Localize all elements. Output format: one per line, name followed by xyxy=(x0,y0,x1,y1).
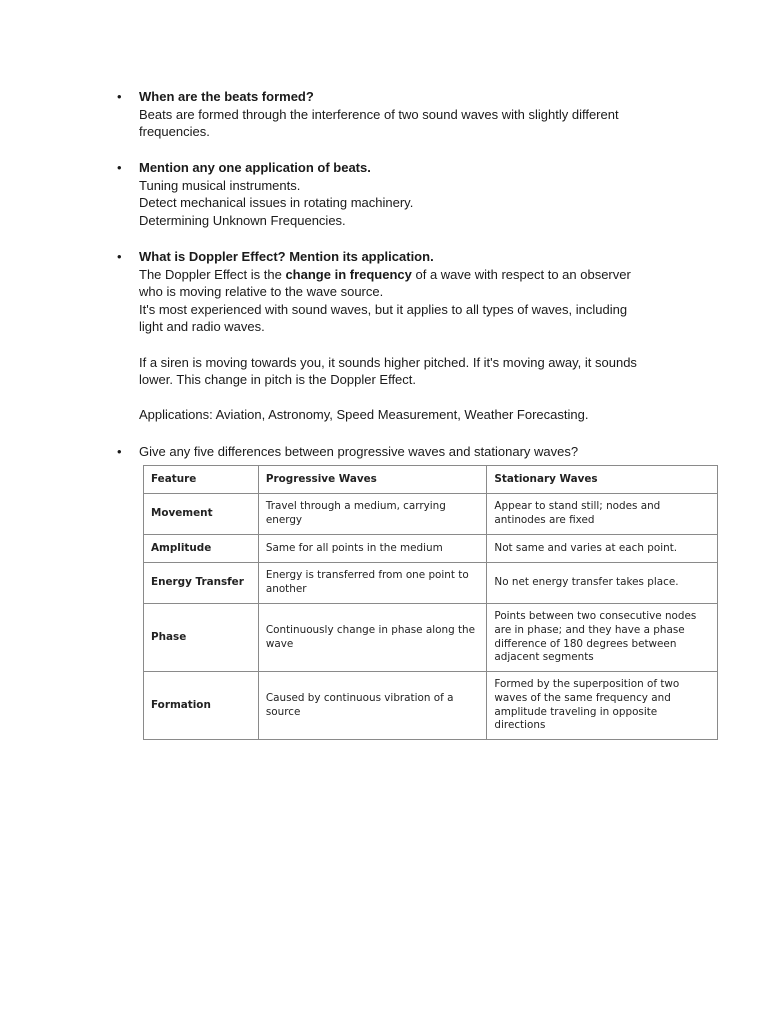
bullet: • xyxy=(117,89,122,104)
answer-line: lower. This change in pitch is the Doppler Effect. xyxy=(139,372,417,388)
table-cell: Energy is transferred from one point to another xyxy=(258,563,487,604)
qa-wave-differences xyxy=(117,443,679,461)
table-cell-feature: Phase xyxy=(144,604,259,672)
table-cell: Caused by continuous vibration of a source xyxy=(258,672,487,740)
question-beats-application: Mention any one application of beats. xyxy=(139,160,371,175)
answer-line: light and radio waves. xyxy=(139,319,265,335)
table-cell-feature: Formation xyxy=(144,672,259,740)
qa-doppler-effect xyxy=(117,248,679,424)
answer-emphasis: change in frequency xyxy=(285,266,412,282)
table-cell: Formed by the superposition of two waves of the same frequency and amplitude traveling in opposite directions xyxy=(487,672,718,740)
table-header-cell: Stationary Waves xyxy=(487,466,718,494)
answer-line: Tuning musical instruments. xyxy=(139,177,301,193)
answer-line: frequencies. xyxy=(139,124,210,140)
table-cell: Points between two consecutive nodes are in phase; and they have a phase difference of 180 degrees between adjacent segments xyxy=(487,604,718,672)
answer-line: Determining Unknown Frequencies. xyxy=(139,212,346,228)
table-row xyxy=(144,535,718,563)
question-doppler-effect: What is Doppler Effect? Mention its application. xyxy=(139,249,434,264)
bullet: • xyxy=(117,249,122,264)
answer-line: who is moving relative to the wave source. xyxy=(139,284,384,300)
table-cell: Same for all points in the medium xyxy=(258,535,487,563)
table-row xyxy=(144,672,718,740)
table-row xyxy=(144,494,718,535)
question-wave-differences: Give any five differences between progressive waves and stationary waves? xyxy=(139,444,579,459)
paragraph-gap xyxy=(139,389,679,407)
qa-beats-formed xyxy=(117,88,679,141)
table-cell-feature: Energy Transfer xyxy=(144,563,259,604)
applications-line: Applications: Aviation, Astronomy, Speed Measurement, Weather Forecasting. xyxy=(139,407,589,423)
table-header-row xyxy=(144,466,718,494)
answer-line: It's most experienced with sound waves, but it applies to all types of waves, including xyxy=(139,301,628,317)
answer-line xyxy=(139,266,679,284)
table-cell: Not same and varies at each point. xyxy=(487,535,718,563)
table-row xyxy=(144,604,718,672)
bullet: • xyxy=(117,160,122,175)
answer-line: If a siren is moving towards you, it sounds higher pitched. If it's moving away, it sounds xyxy=(139,354,637,370)
table-header-cell: Progressive Waves xyxy=(258,466,487,494)
paragraph-gap xyxy=(139,336,679,354)
table-row xyxy=(144,563,718,604)
wave-differences-table xyxy=(143,465,718,740)
table-cell: Appear to stand still; nodes and antinodes are fixed xyxy=(487,494,718,535)
table-cell: Continuously change in phase along the wave xyxy=(258,604,487,672)
bullet: • xyxy=(117,444,122,459)
answer-text: of a wave with respect to an observer xyxy=(411,266,631,282)
answer-line: Beats are formed through the interference of two sound waves with slightly different xyxy=(139,106,619,122)
table-cell-feature: Amplitude xyxy=(144,535,259,563)
table-cell: No net energy transfer takes place. xyxy=(487,563,718,604)
table-cell-feature: Movement xyxy=(144,494,259,535)
table-header-cell: Feature xyxy=(144,466,259,494)
qa-beats-application xyxy=(117,159,679,229)
question-beats-formed: When are the beats formed? xyxy=(139,89,314,104)
answer-line: Detect mechanical issues in rotating machinery. xyxy=(139,195,414,211)
table-cell: Travel through a medium, carrying energy xyxy=(258,494,487,535)
answer-text: The Doppler Effect is the xyxy=(139,266,286,282)
